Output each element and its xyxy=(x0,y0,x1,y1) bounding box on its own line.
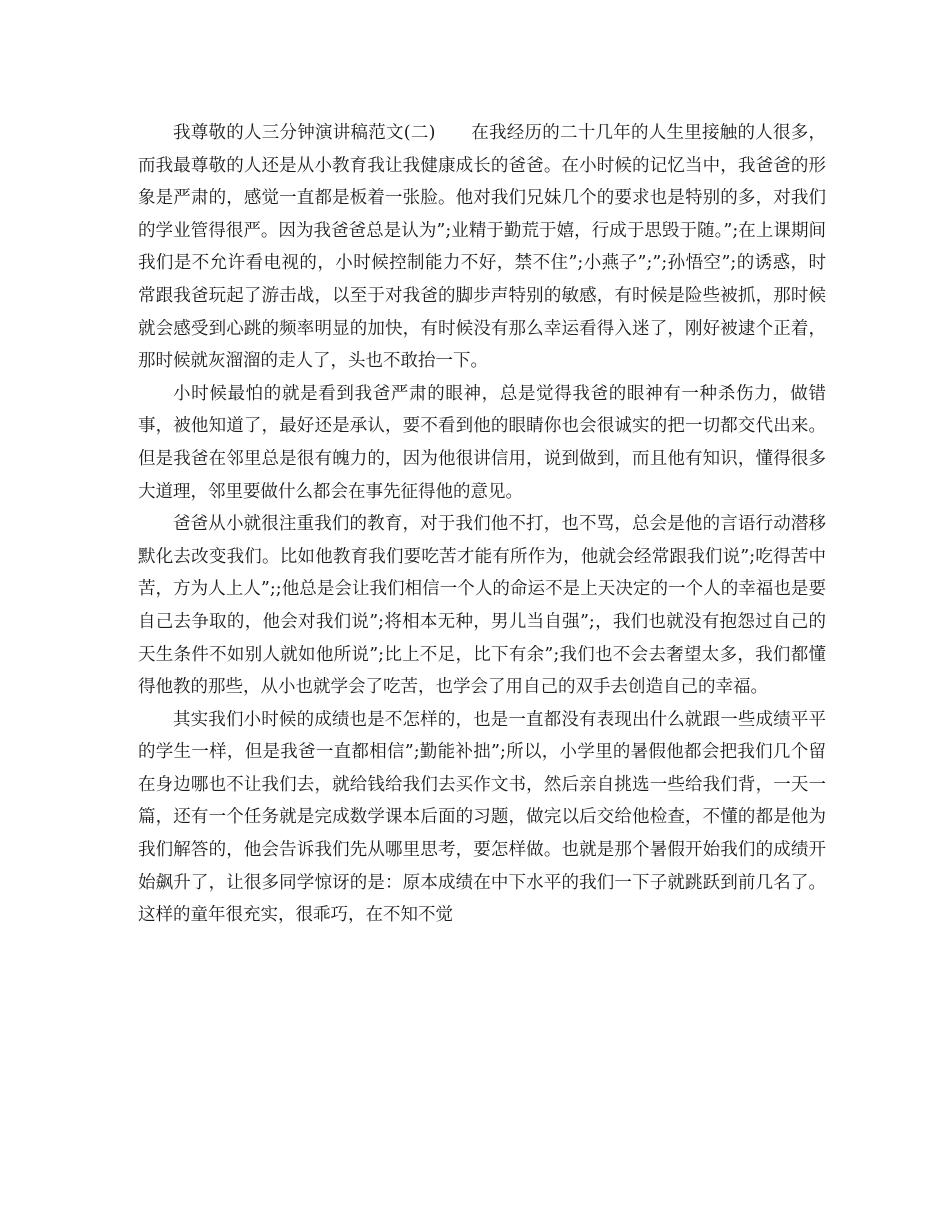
paragraph: 其实我们小时候的成绩也是不怎样的，也是一直都没有表现出什么就跟一些成绩平平的学生一样，但是我爸一直都相信”;勤能补拙”;所以，小学里的暑假他都会把我们几个留在身边哪也不让我们去，就给钱给我们去买作文书，然后亲自挑选一些给我们背，一天一篇，还有一个任务就是完成数学课本后面的习题，做完以后交给他检查，不懂的都是他为我们解答的，他会告诉我们先从哪里思考，要怎样做。也就是那个暑假开始我们的成绩开始飙升了，让很多同学惊讶的是：原本成绩在中下水平的我们一下子就跳跃到前几名了。这样的童年很充实，很乖巧，在不知不觉 xyxy=(138,709,826,926)
paragraph: 小时候最怕的就是看到我爸严肃的眼神，总是觉得我爸的眼神有一种杀伤力，做错事，被他知道了，最好还是承认，要不看到他的眼睛你也会很诚实的把一切都交代出来。但是我爸在邻里总是很有魄力的，因为他很讲信用，说到做到，而且他有知识，懂得很多大道理，邻里要做什么都会在事先征得他的意见。 xyxy=(138,383,826,502)
paragraph: 我尊敬的人三分钟演讲稿范文(二) 在我经历的二十几年的人生里接触的人很多，而我最尊敬的人还是从小教育我让我健康成长的爸爸。在小时候的记忆当中，我爸爸的形象是严肃的，感觉一直都是板着一张脸。他对我们兄妹几个的要求也是特别的多，对我们的学业管得很严。因为我爸爸总是认为”;业精于勤荒于嬉，行成于思毁于随。”;在上课期间我们是不允许看电视的，小时候控制能力不好，禁不住”;小燕子”;”;孙悟空”;的诱惑，时常跟我爸玩起了游击战，以至于对我爸的脚步声特别的敏感，有时候是险些被抓，那时候就会感受到心跳的频率明显的加快，有时候没有那么幸运看得入迷了，刚好被逮个正着，那时候就灰溜溜的走人了，头也不敢抬一下。 xyxy=(138,123,826,372)
document-body xyxy=(138,117,826,932)
paragraph: 爸爸从小就很注重我们的教育，对于我们他不打，也不骂，总会是他的言语行动潜移默化去改变我们。比如他教育我们要吃苦才能有所作为，他就会经常跟我们说”;吃得苦中苦，方为人上人”;;他总是会让我们相信一个人的命运不是上天决定的一个人的幸福也是要自己去争取的，他会对我们说”;将相本无种，男儿当自强”;，我们也就没有抱怨过自己的天生条件不如别人就如他所说”;比上不足，比下有余”;我们也不会去奢望太多，我们都懂得他教的那些，从小也就学会了吃苦，也学会了用自己的双手去创造自己的幸福。 xyxy=(138,514,826,698)
